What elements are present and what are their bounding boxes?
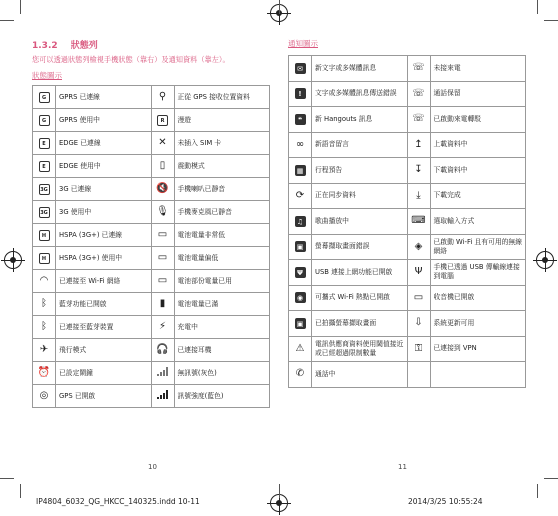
usb-connected-icon: Ψ [414,266,423,278]
description-cell: 手機麥克風已靜音 [174,201,270,224]
icon-cell [151,132,174,155]
screenshot-error-icon: ▣ [295,241,306,252]
notification-icons-table [288,55,526,388]
description-cell: 已連接耳機 [174,339,270,362]
icon-cell [33,362,56,385]
description-cell: 未插入 SIM 卡 [174,132,270,155]
description-cell: 充電中 [174,316,270,339]
table-row [33,86,270,109]
crop-mark [20,484,21,498]
icon-cell [289,107,312,133]
wifi-icon: ◠ [39,275,49,286]
description-cell: 新 Hangouts 訊息 [312,107,408,133]
table-row [33,201,270,224]
icon-cell [151,155,174,178]
network-h-icon: H [39,230,50,241]
right-page [288,38,526,388]
icon-cell [289,183,312,209]
bluetooth-connected-icon: ᛒ [41,321,47,332]
signal-blue-icon [157,390,168,399]
table-row [289,132,526,158]
section-intro: 您可以透過狀態列檢視手機狀態（靠右）及通知資料（靠左）。 [32,55,230,64]
description-cell: 未接來電 [430,56,526,82]
network-3g-icon: 3G [39,184,50,195]
description-cell: 正從 GPS 接收位置資料 [174,86,270,109]
table-row [289,285,526,311]
icon-cell [151,316,174,339]
icon-cell [151,86,174,109]
table-row [289,183,526,209]
icon-cell [33,132,56,155]
keyboard-icon: ⌨ [411,215,426,227]
icon-cell [33,109,56,132]
description-cell: 已設定鬧鐘 [56,362,152,385]
registration-mark-right [536,251,554,269]
network-h-icon: H [39,253,50,264]
icon-cell [33,293,56,316]
slug-filename: IP4804_6032_QG_HKCC_140325.indd 10-11 [36,497,200,506]
icon-cell [33,316,56,339]
description-cell: 正在同步資料 [312,183,408,209]
battery-partial-icon: ▭ [157,275,168,286]
hangouts-icon: ❝ [295,114,306,125]
table-row [33,339,270,362]
network-e-icon: E [39,138,50,149]
icon-cell [289,285,312,311]
battery-low-icon: ▭ [157,252,168,263]
description-cell: 下載完成 [430,183,526,209]
table-row [33,293,270,316]
icon-cell [33,224,56,247]
description-cell: 通話中 [312,362,408,388]
calendar-icon: ▦ [295,165,306,176]
page-number-left: 10 [148,463,157,471]
icon-cell [33,270,56,293]
icon-cell [407,107,430,133]
description-cell: 無訊號(灰色) [174,362,270,385]
icon-cell [151,362,174,385]
crop-mark [0,478,14,479]
icon-cell [33,385,56,408]
registration-mark-left [4,251,22,269]
headset-icon: 🎧 [156,344,169,355]
description-cell: 藍芽功能已開啟 [56,293,152,316]
icon-cell [289,56,312,82]
description-cell: 漫遊 [174,109,270,132]
download-icon: ↧ [414,164,423,176]
icon-cell [151,293,174,316]
crop-mark [537,0,538,14]
crop-mark [544,20,558,21]
center-crop-mark [279,0,280,14]
page-number-right: 11 [398,463,407,471]
icon-cell [33,178,56,201]
description-cell: 螢幕擷取畫面錯誤 [312,234,408,260]
description-cell: 新語音留言 [312,132,408,158]
icon-cell [407,260,430,286]
icon-cell [407,56,430,82]
notification-icons-heading: 通知圖示 [288,39,318,48]
sync-icon: ⟳ [295,189,305,201]
usb-icon: Ψ [295,267,306,278]
icon-cell [151,270,174,293]
table-row [33,155,270,178]
warning-icon: ⚠ [295,342,305,354]
description-cell: USB 連接上網功能已開啟 [312,260,408,286]
icon-cell [33,155,56,178]
battery-full-icon: ▮ [159,298,166,309]
icon-cell [289,362,312,388]
icon-cell [407,336,430,362]
system-update-icon: ⇩ [414,317,423,329]
crop-mark [537,484,538,498]
description-cell: 電訊供應商資料使用閾值接近或已經超過限制數量 [312,336,408,362]
section-title: 狀態列 [70,41,98,51]
description-cell: 電池電量偏低 [174,247,270,270]
table-row [33,362,270,385]
missed-call-icon: ☏ [412,62,425,74]
icon-cell [407,183,430,209]
description-cell: HSPA (3G+) 已連線 [56,224,152,247]
icon-cell [407,234,430,260]
description-cell: 已啟動 Wi-Fi 且有可用的無線網絡 [430,234,526,260]
description-cell: 已連接至 Wi-Fi 網絡 [56,270,152,293]
description-cell: GPRS 已連線 [56,86,152,109]
icon-cell [407,285,430,311]
battery-charging-icon: ⚡ [158,321,167,332]
phone-icon: ✆ [295,368,305,380]
network-r-icon: R [157,115,168,126]
description-cell: 選取輸入方式 [430,209,526,235]
icon-cell [151,224,174,247]
description-cell: 上載資料中 [430,132,526,158]
download-done-icon: ⤓ [416,189,421,201]
table-row [289,260,526,286]
table-row [289,107,526,133]
music-icon: ♫ [295,216,306,227]
icon-cell [407,362,430,388]
table-row [33,316,270,339]
slug-timestamp: 2014/3/25 10:55:24 [408,497,483,506]
gps-icon: ◎ [39,390,49,401]
icon-cell [33,201,56,224]
description-cell: 3G 使用中 [56,201,152,224]
description-cell: 已連接到 VPN [430,336,526,362]
icon-cell [151,178,174,201]
icon-cell [407,158,430,184]
icon-cell [151,201,174,224]
description-cell: 通話保留 [430,81,526,107]
icon-cell [33,86,56,109]
description-cell: 新文字或多媒體訊息 [312,56,408,82]
table-row [33,385,270,408]
description-cell [430,362,526,388]
description-cell: 電池電量非常低 [174,224,270,247]
sms-error-icon: ! [295,88,306,99]
description-cell: 收音機已開啟 [430,285,526,311]
icon-cell [289,209,312,235]
screenshot-icon: ▣ [295,318,306,329]
status-icons-heading: 狀態圖示 [32,71,62,80]
table-row [289,311,526,337]
table-row [33,247,270,270]
battery-very-low-icon: ▭ [157,229,168,240]
table-row [289,56,526,82]
icon-cell [407,209,430,235]
vibrate-icon: ▯ [159,160,166,171]
description-cell: 系統更新可用 [430,311,526,337]
icon-cell [289,311,312,337]
center-crop-mark [279,484,280,498]
description-cell: 手機喇叭已靜音 [174,178,270,201]
table-row [33,109,270,132]
network-e-icon: E [39,161,50,172]
vpn-icon: ⚿ [414,342,423,354]
sms-icon: ✉ [295,63,306,74]
table-row [33,224,270,247]
description-cell: 訊號強度(藍色) [174,385,270,408]
signal-grey-icon [157,367,168,376]
voicemail-icon: ∞ [295,138,305,150]
description-cell: 可攜式 Wi-Fi 熱點已開啟 [312,285,408,311]
crop-mark [0,20,14,21]
airplane-icon: ✈ [39,344,49,355]
description-cell: HSPA (3G+) 使用中 [56,247,152,270]
table-row [289,362,526,388]
table-row [289,336,526,362]
icon-cell [33,247,56,270]
description-cell: GPRS 使用中 [56,109,152,132]
description-cell: 電池電量已滿 [174,293,270,316]
upload-icon: ↥ [414,138,423,150]
call-forward-icon: ☏ [412,113,425,125]
icon-cell [407,132,430,158]
mic-mute-icon: 🎙 [156,206,169,217]
icon-cell [289,234,312,260]
icon-cell [151,247,174,270]
description-cell: EDGE 已連線 [56,132,152,155]
network-g-icon: G [39,115,50,126]
table-row [289,81,526,107]
icon-cell [151,109,174,132]
radio-icon: ▭ [413,291,424,303]
network-3g-icon: 3G [39,207,50,218]
table-row [33,178,270,201]
description-cell: 飛行模式 [56,339,152,362]
icon-cell [151,385,174,408]
table-row [289,234,526,260]
speaker-mute-icon: 🔇 [156,183,169,194]
table-row [289,158,526,184]
description-cell: 手機已透過 USB 傳輸線連接到電腦 [430,260,526,286]
description-cell: 3G 已連線 [56,178,152,201]
alarm-icon: ⏰ [37,367,51,378]
left-page [32,38,270,408]
section-heading [32,38,270,51]
wifi-open-icon: ◈ [414,240,423,252]
location-pin-icon: ⚲ [158,91,167,102]
table-row [33,270,270,293]
bluetooth-icon: ᛒ [41,298,47,309]
description-cell: EDGE 使用中 [56,155,152,178]
icon-cell [407,81,430,107]
description-cell: 電池部份電量已用 [174,270,270,293]
icon-cell [151,339,174,362]
icon-cell [289,260,312,286]
no-sim-icon: ✕ [158,137,167,148]
crop-mark [544,478,558,479]
description-cell: 已連接至藍芽裝置 [56,316,152,339]
icon-cell [289,81,312,107]
description-cell: 震動模式 [174,155,270,178]
description-cell: 已拍攝螢幕擷取畫面 [312,311,408,337]
description-cell: 已啟動來電轉駁 [430,107,526,133]
status-icons-table [32,85,270,408]
description-cell: 行程預告 [312,158,408,184]
icon-cell [289,158,312,184]
icon-cell [289,132,312,158]
table-row [289,209,526,235]
description-cell: 歌曲播放中 [312,209,408,235]
description-cell: GPS 已開啟 [56,385,152,408]
icon-cell [407,311,430,337]
description-cell: 文字或多媒體訊息傳送錯誤 [312,81,408,107]
description-cell: 下載資料中 [430,158,526,184]
table-row [33,132,270,155]
hotspot-icon: ◉ [295,292,306,303]
icon-cell [289,336,312,362]
section-number: 1.3.2 [32,41,58,51]
crop-mark [20,0,21,14]
icon-cell [33,339,56,362]
network-g-icon: G [39,92,50,103]
call-hold-icon: ☏ [412,87,425,99]
